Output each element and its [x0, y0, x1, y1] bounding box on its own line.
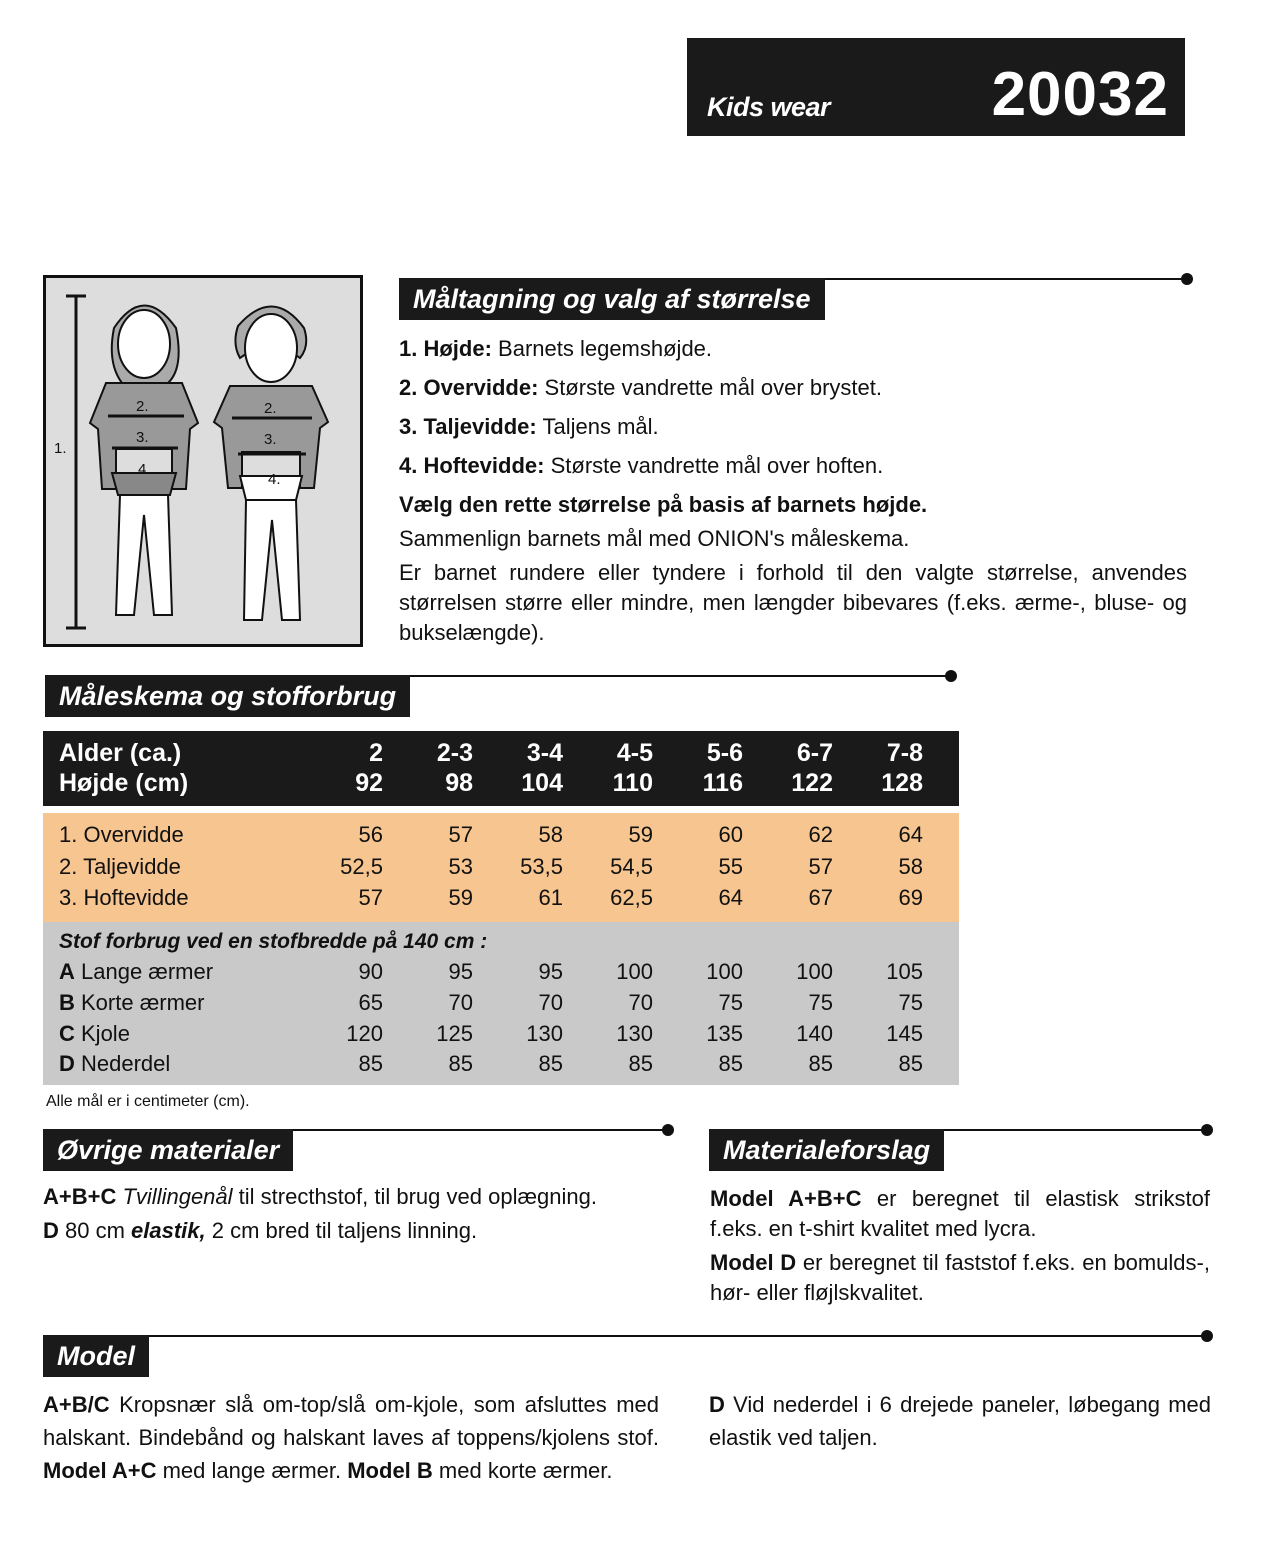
measure-item: 2. Overvidde: Største vandrette mål over brystet. [399, 375, 882, 400]
age-cell: 6-7 [796, 738, 833, 767]
section-rule [43, 1335, 1207, 1337]
age-cell: 2 [369, 738, 383, 767]
body-measure-row: 1. Overvidde 56 57 58 59 60 62 64 [43, 813, 959, 851]
header-row-height [43, 769, 959, 806]
fabric-row: C Kjole 120 125 130 130 135 140 145 [43, 1018, 959, 1049]
brand-subtitle: Kids wear [707, 92, 831, 122]
age-cell: 5-6 [706, 738, 743, 767]
size-choice-note: Vælg den rette størrelse på basis af barnets højde. [399, 492, 928, 517]
pattern-number: 20032 [991, 60, 1169, 129]
fabric-row: A Lange ærmer 90 95 95 100 100 100 105 [43, 956, 959, 987]
height-cell: 98 [445, 769, 473, 797]
material-suggestion-title: Materialeforslag [709, 1129, 944, 1171]
material-line: A+B+C Tvillingenål til strecthstof, til brug ved oplægning. [43, 1184, 597, 1209]
other-materials-title: Øvrige materialer [43, 1129, 293, 1171]
fit-note: Er barnet rundere eller tyndere i forhold til den valgte størrelse, anvendes størrelsen større eller mindre, men længder bibevares (f.eks. ærme-, bluse- og bukselængde). [399, 560, 1187, 645]
height-header-label: Højde (cm) [59, 769, 189, 797]
suggestion-paragraph: Model A+B+C er beregnet til elastisk strikstof f.eks. en t-shirt kvalitet med lycra. [710, 1186, 1210, 1241]
height-cell: 122 [791, 769, 833, 797]
measure-item: 4. Hoftevidde: Største vandrette mål over hoften. [399, 453, 884, 478]
size-chart-table [43, 731, 959, 1085]
suggestion-paragraph: Model D er beregnet til faststof f.eks. en bomulds-, hør- eller fløjlskvalitet. [710, 1250, 1210, 1305]
material-line: D 80 cm elastik, 2 cm bred til taljens linning. [43, 1218, 478, 1243]
age-cell: 3-4 [526, 738, 563, 767]
height-cell: 116 [702, 769, 743, 797]
model-right-description: D Vid nederdel i 6 drejede paneler, løbegang med elastik ved taljen. [709, 1392, 1211, 1450]
measure-item: 3. Taljevidde: Taljens mål. [399, 414, 659, 439]
illus-label-hip-2: 4. [268, 471, 281, 488]
rule-dot [1201, 1124, 1213, 1136]
children-figures-illustration [46, 278, 360, 644]
illus-label-height: 1. [54, 440, 67, 457]
other-materials-body [43, 1182, 673, 1246]
illus-label-waist-1: 3. [136, 429, 149, 446]
height-cell: 110 [612, 769, 653, 797]
body-measure-row: 3. Hoftevidde 57 59 61 62,5 64 67 69 [43, 882, 959, 922]
rule-dot [945, 670, 957, 682]
height-cell: 92 [355, 769, 383, 797]
rule-dot [662, 1124, 674, 1136]
fabric-usage-title: Stof forbrug ved en stofbredde på 140 cm : [59, 930, 488, 953]
age-cell: 4-5 [616, 738, 653, 767]
model-title: Model [43, 1335, 149, 1377]
fabric-title-row [43, 922, 959, 956]
height-cell: 104 [521, 769, 563, 797]
brand-box [687, 38, 1185, 136]
measure-section-body [399, 334, 1187, 648]
measurement-illustration [43, 275, 363, 647]
body-measure-row: 2. Taljevidde 52,5 53 53,5 54,5 55 57 58 [43, 851, 959, 882]
age-cell: 2-3 [436, 738, 473, 767]
material-suggestion-body [710, 1184, 1210, 1308]
illus-label-chest-2: 2. [264, 400, 277, 417]
illus-label-waist-2: 3. [264, 431, 277, 448]
measure-section-title: Måltagning og valg af størrelse [399, 278, 825, 320]
compare-note: Sammenlign barnets mål med ONION's måleskema. [399, 526, 910, 551]
height-cell: 128 [881, 769, 923, 797]
size-chart [43, 731, 959, 1085]
size-chart-title: Måleskema og stofforbrug [45, 675, 410, 717]
model-left-description: A+B/C Kropsnær slå om-top/slå om-kjole, som afsluttes med halskant. Bindebånd og halskant laves af toppens/kjolens stof. Model A+C med lange ærmer. Model B med korte ærmer. [43, 1392, 659, 1483]
header-row-age [43, 731, 959, 769]
age-header-label: Alder (ca.) [59, 738, 182, 767]
rule-dot [1201, 1330, 1213, 1342]
fabric-row: B Korte ærmer 65 70 70 70 75 75 75 [43, 987, 959, 1018]
units-footnote: Alle mål er i centimeter (cm). [46, 1093, 250, 1110]
illus-label-hip-1: 4. [138, 461, 151, 478]
measure-item: 1. Højde: Barnets legemshøjde. [399, 336, 713, 361]
illus-label-chest-1: 2. [136, 398, 149, 415]
rule-dot [1181, 273, 1193, 285]
age-cell: 7-8 [886, 738, 923, 767]
fabric-row: D Nederdel 85 85 85 85 85 85 85 [43, 1049, 959, 1085]
